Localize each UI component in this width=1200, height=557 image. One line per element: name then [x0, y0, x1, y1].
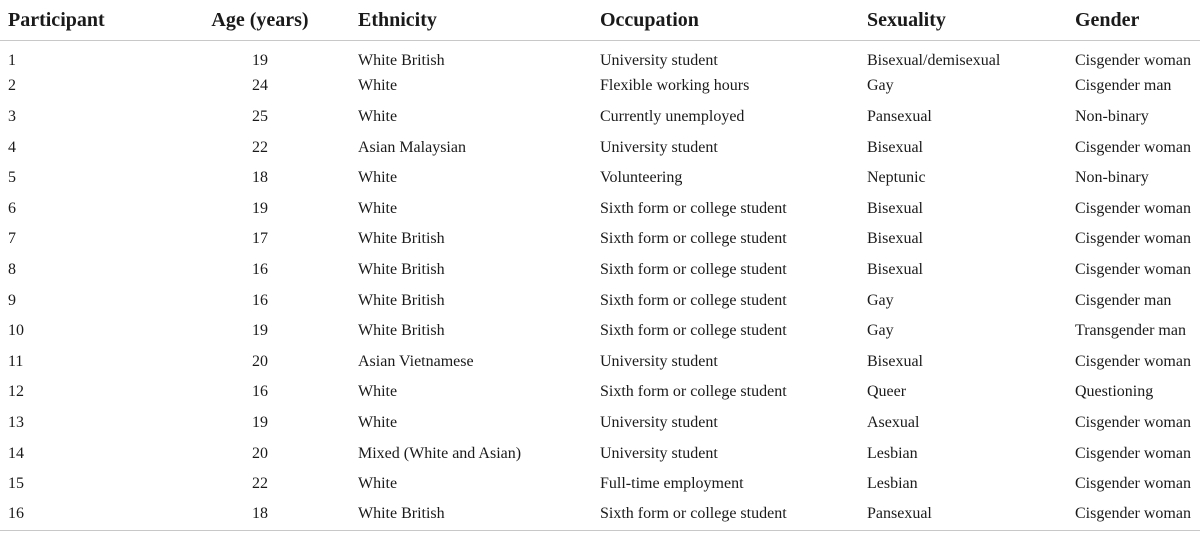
cell-occupation: University student [600, 52, 718, 70]
cell-occupation: University student [600, 413, 718, 431]
table-row [0, 285, 1200, 316]
cell-gender: Cisgender man [1075, 77, 1172, 95]
cell-participant: 14 [8, 444, 24, 462]
table-row [0, 499, 1200, 530]
table-row [0, 163, 1200, 194]
header-ethnicity: Ethnicity [350, 0, 592, 41]
cell-occupation: Full-time employment [600, 475, 744, 493]
cell-occupation: Sixth form or college student [600, 322, 787, 340]
cell-age: 16 [252, 291, 268, 309]
table-row [0, 41, 1200, 72]
cell-occupation: Sixth form or college student [600, 291, 787, 309]
cell-ethnicity: White British [358, 230, 445, 248]
cell-ethnicity: White British [350, 499, 592, 530]
table-row [0, 316, 1200, 347]
cell-age: 19 [252, 322, 268, 340]
cell-occupation: Flexible working hours [600, 77, 750, 95]
cell-sexuality: Gay [867, 322, 894, 340]
cell-age: 22 [252, 138, 268, 156]
cell-occupation: Sixth form or college student [600, 230, 787, 248]
cell-sexuality: Bisexual [867, 352, 923, 370]
cell-gender: Cisgender woman [1067, 499, 1200, 530]
table-row [0, 132, 1200, 163]
cell-age: 19 [252, 413, 268, 431]
cell-ethnicity: Asian Vietnamese [358, 352, 474, 370]
cell-participant: 3 [8, 107, 16, 125]
header-row [0, 0, 1200, 41]
cell-sexuality: Bisexual [867, 230, 923, 248]
cell-sexuality: Queer [867, 383, 907, 401]
cell-ethnicity: White [358, 107, 398, 125]
cell-participant: 9 [8, 291, 16, 309]
cell-gender: Transgender man [1075, 322, 1186, 340]
cell-occupation: University student [600, 352, 718, 370]
cell-age: 19 [252, 199, 268, 217]
cell-sexuality: Bisexual/demisexual [867, 52, 1001, 70]
cell-age: 20 [252, 444, 268, 462]
cell-participant: 6 [8, 199, 16, 217]
cell-sexuality: Gay [867, 77, 894, 95]
cell-participant: 7 [8, 230, 16, 248]
cell-ethnicity: Asian Malaysian [358, 138, 466, 156]
cell-age: 20 [252, 352, 268, 370]
cell-gender: Questioning [1075, 383, 1154, 401]
cell-ethnicity: White [358, 169, 398, 187]
cell-occupation: Sixth form or college student [600, 199, 787, 217]
cell-gender: Cisgender woman [1075, 230, 1191, 248]
cell-occupation: Volunteering [600, 169, 683, 187]
cell-gender: Cisgender woman [1075, 138, 1191, 156]
cell-gender: Cisgender woman [1075, 444, 1191, 462]
cell-participant: 1 [8, 52, 16, 70]
cell-ethnicity: White British [358, 260, 445, 278]
cell-participant: 12 [8, 383, 24, 401]
table-row [0, 438, 1200, 469]
cell-participant: 13 [8, 413, 24, 431]
cell-sexuality: Asexual [867, 413, 920, 431]
cell-occupation: Sixth form or college student [600, 260, 787, 278]
cell-sexuality: Lesbian [867, 444, 918, 462]
cell-age: 24 [252, 77, 268, 95]
cell-gender: Non-binary [1075, 107, 1149, 125]
table-row [0, 224, 1200, 255]
cell-participant: 2 [8, 77, 16, 95]
cell-ethnicity: White [358, 383, 398, 401]
cell-participant: 15 [8, 475, 24, 493]
cell-ethnicity: White [358, 413, 398, 431]
table-row [0, 377, 1200, 408]
cell-occupation: Currently unemployed [600, 107, 745, 125]
cell-ethnicity: White British [358, 52, 445, 70]
cell-ethnicity: White [358, 475, 398, 493]
header-age: Age (years) [170, 0, 350, 41]
cell-participant: 16 [0, 499, 170, 530]
cell-ethnicity: White British [358, 322, 445, 340]
cell-sexuality: Bisexual [867, 260, 923, 278]
cell-occupation: University student [600, 138, 718, 156]
cell-age: 18 [252, 169, 268, 187]
table-row [0, 408, 1200, 439]
cell-gender: Cisgender woman [1075, 475, 1191, 493]
cell-occupation: Sixth form or college student [592, 499, 859, 530]
cell-age: 16 [252, 260, 268, 278]
cell-gender: Cisgender woman [1075, 352, 1191, 370]
cell-gender: Cisgender woman [1075, 260, 1191, 278]
table-row [0, 255, 1200, 286]
table-row [0, 469, 1200, 500]
cell-occupation: Sixth form or college student [600, 383, 787, 401]
cell-sexuality: Lesbian [867, 475, 918, 493]
cell-participant: 11 [8, 352, 24, 370]
cell-age: 18 [170, 499, 350, 530]
table-row [0, 71, 1200, 102]
cell-age: 16 [252, 383, 268, 401]
cell-participant: 5 [8, 169, 16, 187]
cell-ethnicity: White British [358, 291, 445, 309]
cell-age: 25 [252, 107, 268, 125]
header-participant: Participant [0, 0, 170, 41]
cell-gender: Cisgender woman [1075, 52, 1191, 70]
cell-participant: 10 [8, 322, 24, 340]
header-sexuality: Sexuality [859, 0, 1067, 41]
header-occupation: Occupation [592, 0, 859, 41]
cell-sexuality: Bisexual [867, 199, 923, 217]
cell-ethnicity: White [358, 199, 398, 217]
table-header [0, 0, 1200, 41]
cell-ethnicity: White [358, 77, 398, 95]
cell-participant: 8 [8, 260, 16, 278]
cell-ethnicity: Mixed (White and Asian) [358, 444, 522, 462]
cell-age: 17 [252, 230, 268, 248]
cell-sexuality: Pansexual [867, 107, 932, 125]
table-row [0, 193, 1200, 224]
cell-sexuality: Gay [867, 291, 894, 309]
table-body [0, 41, 1200, 531]
cell-occupation: University student [600, 444, 718, 462]
cell-sexuality: Neptunic [867, 169, 926, 187]
cell-participant: 4 [8, 138, 16, 156]
cell-gender: Cisgender man [1075, 291, 1172, 309]
table-row [0, 102, 1200, 133]
cell-age: 22 [252, 475, 268, 493]
cell-gender: Cisgender woman [1075, 199, 1191, 217]
table-row [0, 346, 1200, 377]
header-gender: Gender [1067, 0, 1200, 41]
cell-sexuality: Pansexual [859, 499, 1067, 530]
cell-gender: Cisgender woman [1075, 413, 1191, 431]
cell-sexuality: Bisexual [867, 138, 923, 156]
cell-age: 19 [252, 52, 268, 70]
cell-gender: Non-binary [1075, 169, 1149, 187]
